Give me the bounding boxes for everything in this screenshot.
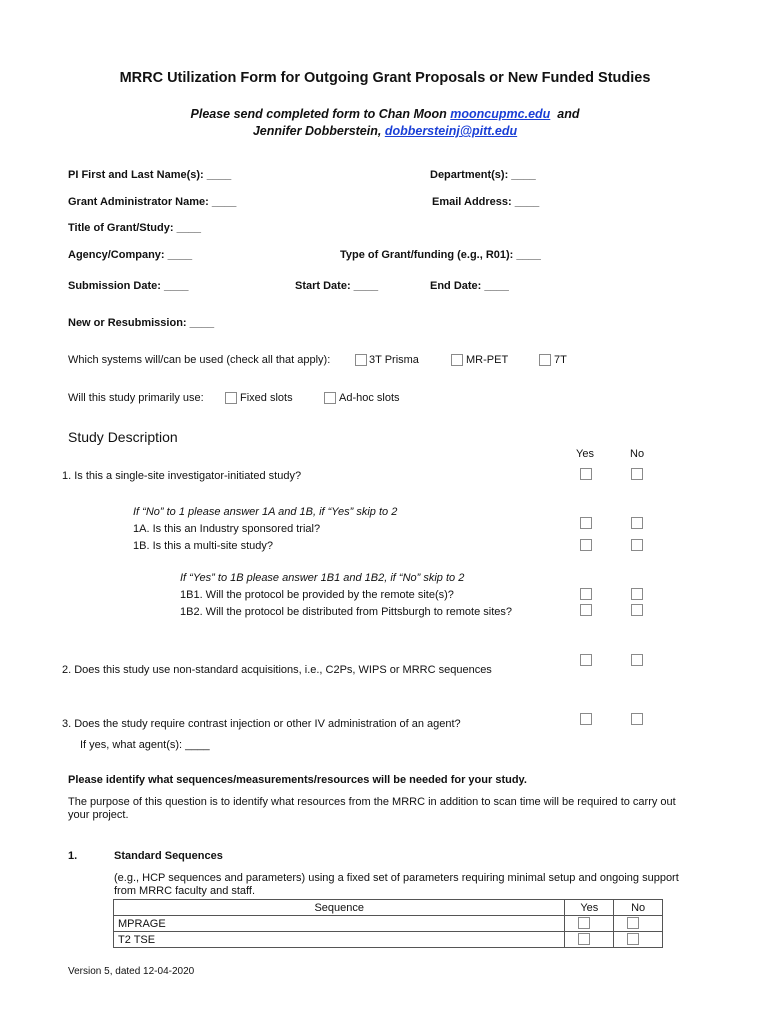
- sequence-table: [113, 899, 663, 948]
- q2-no-checkbox[interactable]: [631, 654, 643, 666]
- agency-field[interactable]: Agency/Company: ____: [68, 249, 193, 261]
- standard-desc-2: from MRRC faculty and staff.: [114, 885, 256, 897]
- note-1: If “No” to 1 please answer 1A and 1B, if “Yes” skip to 2: [133, 506, 398, 518]
- no-column-header: No: [630, 448, 645, 460]
- email-address-field[interactable]: Email Address: ____: [432, 196, 540, 208]
- question-1a: 1A. Is this an Industry sponsored trial?: [133, 523, 321, 535]
- submission-date-field[interactable]: Submission Date: ____: [68, 280, 189, 292]
- send-instruction-line1: [0, 107, 770, 121]
- option-7t: 7T: [554, 354, 567, 366]
- table-row: [114, 932, 663, 948]
- question-3: 3. Does the study require contrast injection or other IV administration of an agent?: [62, 718, 461, 730]
- department-field[interactable]: Department(s): ____: [430, 169, 536, 181]
- purpose-text-1: The purpose of this question is to identify what resources from the MRRC in addition to scan time will be required to carry out: [68, 796, 676, 808]
- question-1b: 1B. Is this a multi-site study?: [133, 540, 273, 552]
- standard-desc-1: (e.g., HCP sequences and parameters) using a fixed set of parameters requiring minimal setup and ongoing support: [114, 872, 679, 884]
- email-link-chan-moon[interactable]: mooncupmc.edu: [450, 107, 551, 121]
- slots-label: Will this study primarily use:: [68, 392, 204, 404]
- t2tse-no-checkbox[interactable]: [627, 933, 639, 945]
- checkbox-mr-pet[interactable]: [451, 354, 463, 366]
- table-header-row: [114, 900, 663, 916]
- q1a-yes-checkbox[interactable]: [580, 517, 592, 529]
- q1-yes-checkbox[interactable]: [580, 468, 592, 480]
- email-link-jennifer[interactable]: dobbersteinj@pitt.edu: [384, 124, 518, 138]
- send-text-1: Please send completed form to Chan Moon: [190, 107, 451, 121]
- t2tse-yes-checkbox[interactable]: [578, 933, 590, 945]
- q3-no-checkbox[interactable]: [631, 713, 643, 725]
- q1b2-no-checkbox[interactable]: [631, 604, 643, 616]
- new-resubmission-field[interactable]: New or Resubmission: ____: [68, 317, 215, 329]
- header-no: No: [614, 900, 663, 916]
- title-study-field[interactable]: Title of Grant/Study: ____: [68, 222, 202, 234]
- purpose-text-2: your project.: [68, 809, 129, 821]
- option-mr-pet: MR-PET: [466, 354, 509, 366]
- note-2: If “Yes” to 1B please answer 1B1 and 1B2, if “No” skip to 2: [180, 572, 465, 584]
- q1b-no-checkbox[interactable]: [631, 539, 643, 551]
- systems-label: Which systems will/can be used (check all that apply):: [68, 354, 331, 366]
- send-instruction-line2: [0, 124, 770, 138]
- header-sequence: Sequence: [114, 900, 565, 916]
- study-description-heading: Study Description: [68, 429, 178, 445]
- standard-sequences-heading: Standard Sequences: [114, 850, 223, 862]
- grant-admin-field[interactable]: Grant Administrator Name: ____: [68, 196, 237, 208]
- agent-field[interactable]: If yes, what agent(s): ____: [80, 739, 210, 751]
- header-yes: Yes: [565, 900, 614, 916]
- option-fixed-slots: Fixed slots: [240, 392, 293, 404]
- q2-yes-checkbox[interactable]: [580, 654, 592, 666]
- mprage-no-cell: [614, 916, 663, 932]
- checkbox-fixed-slots[interactable]: [225, 392, 237, 404]
- mprage-yes-checkbox[interactable]: [578, 917, 590, 929]
- q1b2-yes-checkbox[interactable]: [580, 604, 592, 616]
- start-date-field[interactable]: Start Date: ____: [295, 280, 379, 292]
- yes-column-header: Yes: [576, 448, 594, 460]
- q1b1-yes-checkbox[interactable]: [580, 588, 592, 600]
- checkbox-adhoc-slots[interactable]: [324, 392, 336, 404]
- q3-yes-checkbox[interactable]: [580, 713, 592, 725]
- question-1b2: 1B2. Will the protocol be distributed from Pittsburgh to remote sites?: [180, 606, 512, 618]
- row-t2-tse: T2 TSE: [114, 932, 565, 948]
- row-mprage: MPRAGE: [114, 916, 565, 932]
- t2tse-yes-cell: [565, 932, 614, 948]
- checkbox-7t[interactable]: [539, 354, 551, 366]
- option-3t-prisma: 3T Prisma: [369, 354, 419, 366]
- sequences-heading: Please identify what sequences/measurements/resources will be needed for your study.: [68, 774, 527, 786]
- end-date-field[interactable]: End Date: ____: [430, 280, 509, 292]
- q1b-yes-checkbox[interactable]: [580, 539, 592, 551]
- form-title: MRRC Utilization Form for Outgoing Grant Proposals or New Funded Studies: [119, 70, 651, 86]
- table-row: [114, 916, 663, 932]
- q1a-no-checkbox[interactable]: [631, 517, 643, 529]
- mprage-no-checkbox[interactable]: [627, 917, 639, 929]
- question-1b1: 1B1. Will the protocol be provided by the remote site(s)?: [180, 589, 454, 601]
- question-2: 2. Does this study use non-standard acquisitions, i.e., C2Ps, WIPS or MRRC sequences: [62, 664, 492, 676]
- q1-no-checkbox[interactable]: [631, 468, 643, 480]
- t2tse-no-cell: [614, 932, 663, 948]
- version-footer: Version 5, dated 12-04-2020: [68, 966, 195, 977]
- option-adhoc-slots: Ad-hoc slots: [339, 392, 400, 404]
- mprage-yes-cell: [565, 916, 614, 932]
- question-1: 1. Is this a single-site investigator-initiated study?: [62, 470, 302, 482]
- pi-name-field[interactable]: PI First and Last Name(s): ____: [68, 169, 232, 181]
- q1b1-no-checkbox[interactable]: [631, 588, 643, 600]
- send-text-2: Jennifer Dobberstein,: [252, 124, 385, 138]
- send-text-and: and: [557, 107, 580, 121]
- section-number: 1.: [68, 850, 78, 862]
- checkbox-3t-prisma[interactable]: [355, 354, 367, 366]
- grant-type-field[interactable]: Type of Grant/funding (e.g., R01): ____: [340, 249, 541, 261]
